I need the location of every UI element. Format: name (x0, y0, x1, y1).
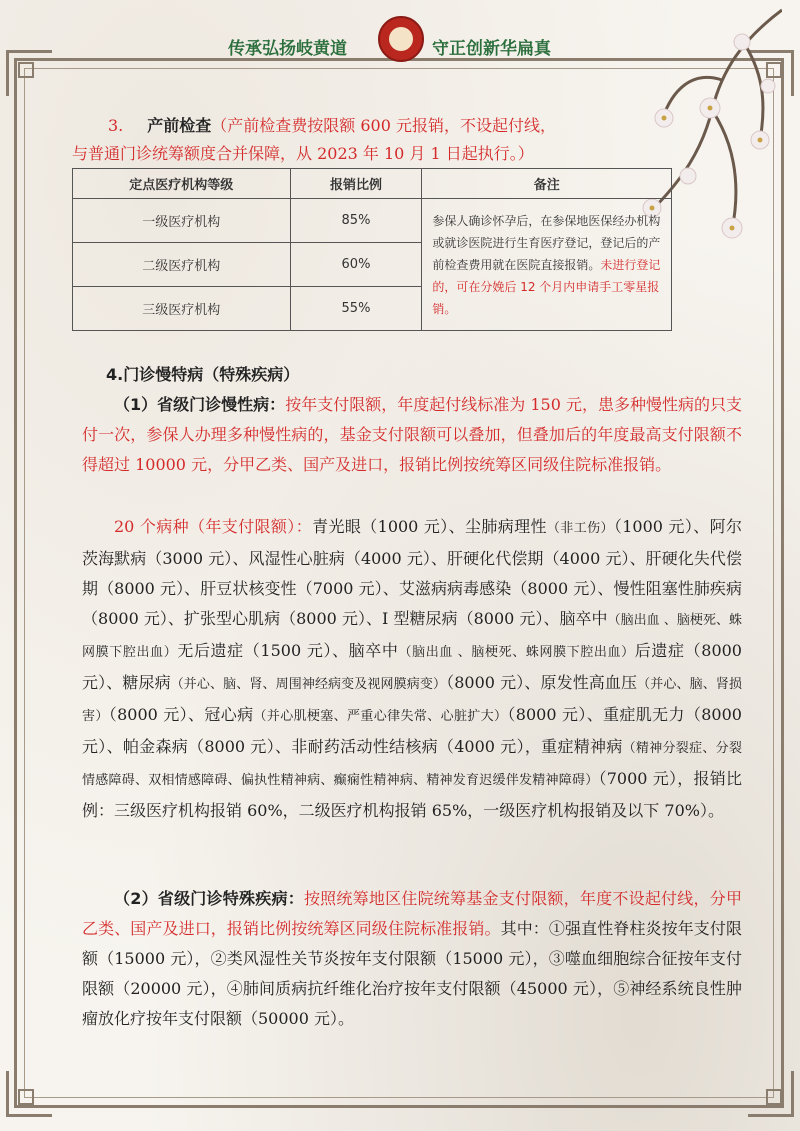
hospital-logo (378, 16, 424, 62)
prenatal-reimbursement-table (72, 168, 672, 331)
disease-list-text: （7000 元），报销比例：三级医疗机构报销 60%，二级医疗机构报销 65%，一级医疗机构报销及以下 70%）。 (82, 769, 742, 820)
disease-list-text: （8000 元）、原发性高血压 (446, 673, 638, 692)
disease-list-note: （脑出血 、脑梗死、蛛网膜下腔出血） (82, 613, 742, 660)
disease-list-text: （8000 元）、冠心病 (108, 705, 254, 724)
level-cell: 三级医疗机构 (73, 287, 291, 331)
disease-list-label: 20 个病种（年支付限额）： (114, 517, 313, 536)
disease-list-note: （并心、脑、肾、周围神经病变及视网膜病变） (170, 677, 447, 692)
level-cell: 一级医疗机构 (73, 199, 291, 243)
section-number: 3. (108, 116, 124, 135)
section-4-heading: 4.门诊慢特病（特殊疾病） (106, 365, 300, 384)
subsection-label: （2）省级门诊特殊疾病： (114, 889, 304, 908)
special-disease-paragraph (82, 884, 742, 1034)
disease-list-note: （并心、脑、肾损害） (82, 677, 742, 724)
ratio-cell: 85% (290, 199, 422, 243)
policy-text-highlight: 按照统筹地区住院统筹基金支付限额，年度不设起付线，分甲乙类、国产及进口，报销比例按统筹区同级住院标准报销。 (82, 889, 742, 938)
remark-text-highlight: 未进行登记的，可在分娩后 12 个月内申请手工零星报销。 (432, 257, 661, 316)
disease-list-note: （并心肌梗塞、严重心律失常、心脏扩大） (253, 709, 508, 724)
header-slogan-left: 传承弘扬岐黄道 (228, 39, 347, 59)
table-header: 备注 (422, 169, 672, 199)
remark-text: 参保人确诊怀孕后，在参保地医保经办机构或就诊医院进行生育医疗登记，登记后的产前检查费用就在医院直接报销。 (432, 213, 661, 272)
chronic-disease-paragraph (82, 390, 742, 480)
disease-list-text: （1000 元）、阿尔茨海默病（3000 元）、风湿性心脏病（4000 元）、肝硬化代偿期（4000 元）、肝硬化失代偿期（8000 元）、肝豆状核变性（7000 元）、艾滋病病毒感染（8000 元）、慢性阻塞性肺疾病（8000 元）、扩张型心肌病（8000 元）、I 型糖尿病（8000 元）、脑卒中 (82, 517, 742, 628)
disease-list-paragraph (82, 512, 742, 826)
ratio-cell: 60% (290, 243, 422, 287)
section-note-continued: 与普通门诊统筹额度合并保障，从 2023 年 10 月 1 日起执行。） (72, 144, 534, 163)
table-row (73, 199, 672, 243)
table-header: 定点医疗机构等级 (73, 169, 291, 199)
table-header: 报销比例 (290, 169, 422, 199)
policy-text: 其中：①强直性脊柱炎按年支付限额（15000 元），②类风湿性关节炎按年支付限额（15000 元），③噬血细胞综合征按年支付限额（20000 元），④肺间质病抗纤维化治疗按年支付限额（45000 元），⑤神经系统良性肿瘤放化疗按年支付限额（50000 元）。 (82, 919, 742, 1028)
section-note: （产前检查费按限额 600 元报销，不设起付线， (211, 116, 556, 135)
header-slogan-right: 守正创新华扁真 (432, 39, 551, 59)
disease-list-text: （8000 元）、重症肌无力（8000 元）、帕金森病（8000 元）、非耐药活动性结核病（4000 元），重症精神病 (82, 705, 742, 756)
disease-list-note: （精神分裂症、分裂情感障碍、双相情感障碍、偏执性精神病、癫痫性精神病、精神发育迟缓伴发精神障碍） (82, 741, 742, 788)
remark-cell (422, 199, 672, 331)
disease-list-note: （非工伤） (546, 521, 614, 536)
section-3-heading (108, 112, 648, 140)
disease-list-note: （脑出血 、脑梗死、蛛网膜下腔出血） (398, 645, 635, 660)
policy-text-highlight: 按年支付限额，年度起付线标准为 150 元，患多种慢性病的只支付一次，参保人办理多种慢性病的，基金支付限额可以叠加，但叠加后的年度最高支付限额不得超过 10000 元，分甲乙类、国产及进口，报销比例按统筹区同级住院标准报销。 (82, 395, 742, 474)
disease-list-text: 后遗症（8000 元）、糖尿病 (82, 641, 742, 692)
disease-list-text: 无后遗症（1500 元）、脑卒中 (177, 641, 399, 660)
disease-list-text: 青光眼（1000 元）、尘肺病理性 (312, 517, 547, 536)
corner-square (766, 1089, 782, 1105)
corner-square (18, 1089, 34, 1105)
section-title: 产前检查 (147, 116, 212, 135)
level-cell: 二级医疗机构 (73, 243, 291, 287)
ratio-cell: 55% (290, 287, 422, 331)
table-header-row (73, 169, 672, 199)
subsection-label: （1）省级门诊慢性病： (114, 395, 286, 414)
corner-square (18, 62, 34, 78)
